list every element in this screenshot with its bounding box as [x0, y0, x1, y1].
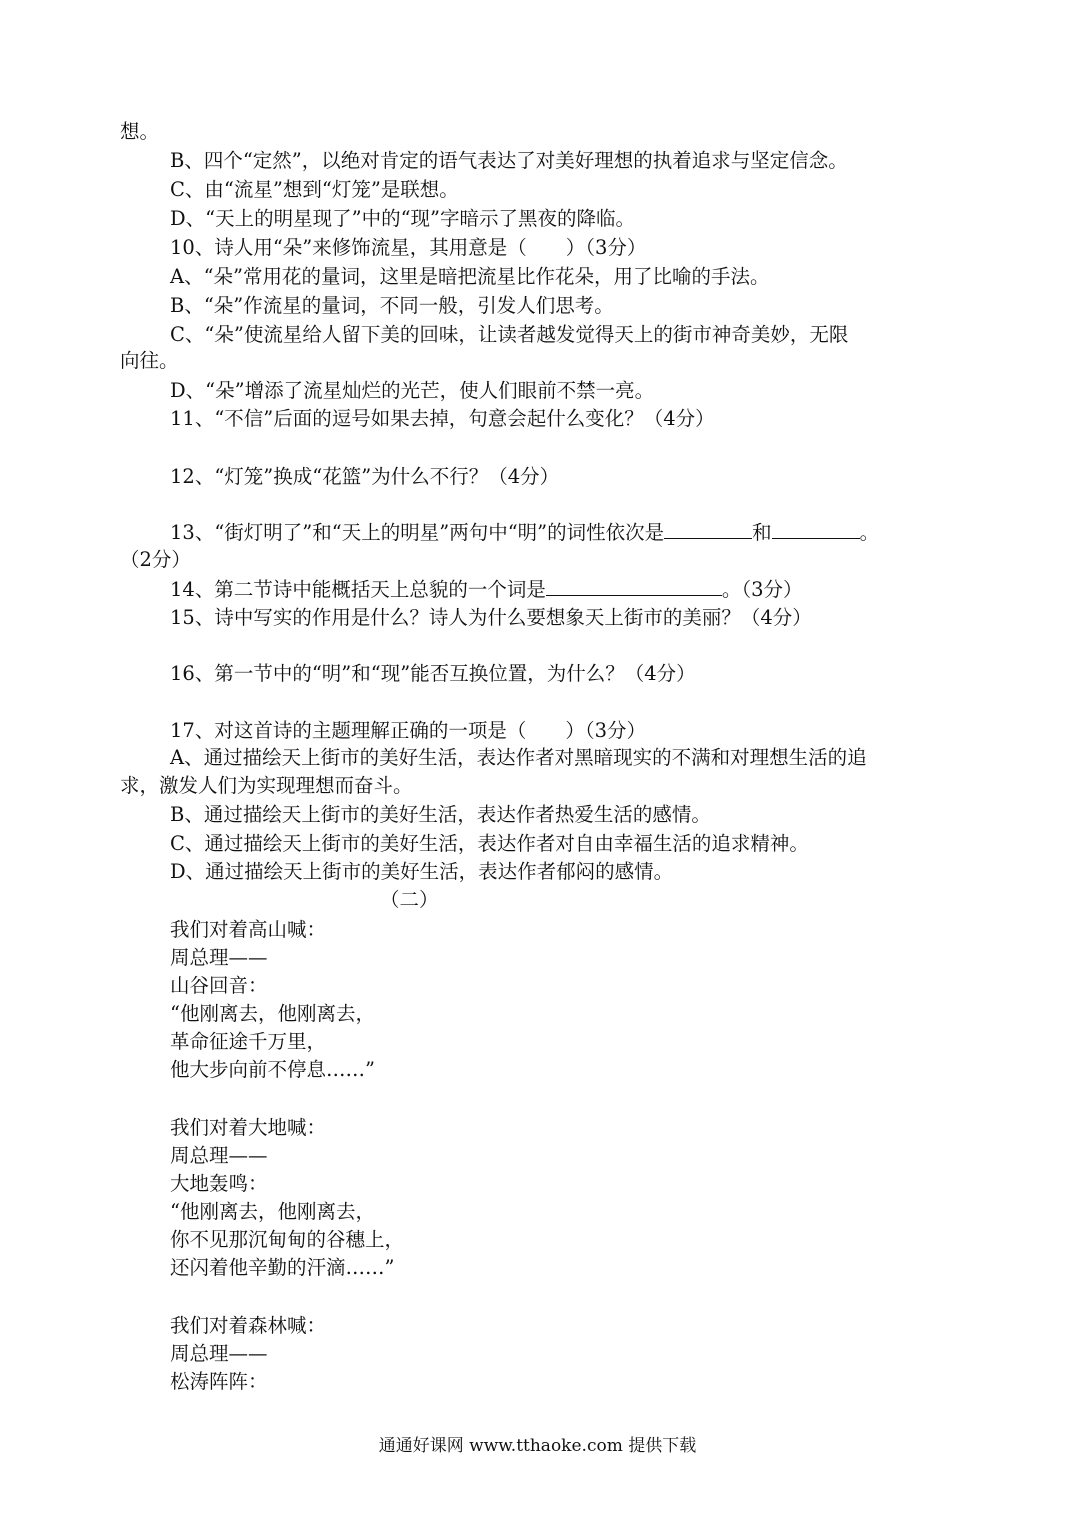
poem-line: 我们对着森林喊：	[170, 1314, 327, 1337]
option-b-q10: B、“朵”作流星的量词，不同一般，引发人们思考。	[170, 294, 614, 317]
section-heading: （二）	[380, 888, 439, 911]
poem-line: 我们对着大地喊：	[170, 1116, 327, 1139]
poem-line: 我们对着高山喊：	[170, 918, 327, 941]
option-d-q10: D、“朵”增添了流星灿烂的光芒，使人们眼前不禁一亮。	[170, 379, 655, 402]
poem-line: 周总理——	[170, 946, 268, 969]
option-a-q10: A、“朵”常用花的量词，这里是暗把流星比作花朵，用了比喻的手法。	[170, 265, 770, 288]
option-b-q17: B、通过描绘天上街市的美好生活，表达作者热爱生活的感情。	[170, 803, 711, 826]
poem-line: 你不见那沉甸甸的谷穗上，	[170, 1228, 405, 1251]
poem-line: “他刚离去，他刚离去，	[170, 1002, 375, 1025]
poem-line: 革命征途千万里，	[170, 1030, 327, 1053]
question-13-and: 和	[752, 521, 772, 544]
poem-line: 还闪着他辛勤的汗滴……”	[170, 1256, 395, 1279]
poem-line: 大地轰鸣：	[170, 1172, 268, 1195]
option-c-q17: C、通过描绘天上街市的美好生活，表达作者对自由幸福生活的追求精神。	[170, 832, 809, 855]
option-b-q9: B、四个“定然”，以绝对肯定的语气表达了对美好理想的执着追求与坚定信念。	[170, 149, 848, 172]
text-line: 向往。	[120, 349, 179, 372]
question-13-end: 。	[859, 521, 880, 544]
poem-line: “他刚离去，他刚离去，	[170, 1200, 375, 1223]
question-13	[170, 518, 879, 548]
poem-line: 山谷回音：	[170, 974, 268, 997]
option-d-q17: D、通过描绘天上街市的美好生活，表达作者郁闷的感情。	[170, 860, 674, 883]
question-13-text: 13、“街灯明了”和“天上的明星”两句中“明”的词性依次是	[170, 521, 665, 544]
text-line: 想。	[120, 120, 160, 143]
text-line: （2分）	[120, 548, 191, 571]
answer-blank[interactable]	[664, 518, 752, 539]
poem-line: 松涛阵阵：	[170, 1370, 268, 1393]
question-12: 12、“灯笼”换成“花篮”为什么不行？（4分）	[170, 465, 560, 488]
page-footer: 通通好课网 www.tthaoke.com 提供下载	[378, 1436, 697, 1456]
option-c-q10: C、“朵”使流星给人留下美的回味，让读者越发觉得天上的街市神奇美妙，无限	[170, 323, 849, 346]
poem-line: 周总理——	[170, 1342, 268, 1365]
question-10: 10、诗人用“朵”来修饰流星，其用意是（ ）（3分）	[170, 236, 647, 259]
question-17: 17、对这首诗的主题理解正确的一项是（ ）（3分）	[170, 719, 646, 742]
option-c-q9: C、由“流星”想到“灯笼”是联想。	[170, 178, 459, 201]
question-14-end: 。（3分）	[721, 578, 803, 601]
question-11: 11、“不信”后面的逗号如果去掉，句意会起什么变化？（4分）	[170, 407, 715, 430]
answer-blank[interactable]	[772, 518, 860, 539]
question-14	[170, 575, 803, 605]
poem-line: 他大步向前不停息……”	[170, 1058, 375, 1081]
answer-blank[interactable]	[546, 575, 722, 596]
question-14-text: 14、第二节诗中能概括天上总貌的一个词是	[170, 578, 546, 601]
option-d-q9: D、“天上的明星现了”中的“现”字暗示了黑夜的降临。	[170, 207, 636, 230]
question-15: 15、诗中写实的作用是什么？诗人为什么要想象天上街市的美丽？（4分）	[170, 606, 812, 629]
text-line: 求，激发人们为实现理想而奋斗。	[120, 774, 413, 797]
option-a-q17: A、通过描绘天上街市的美好生活，表达作者对黑暗现实的不满和对理想生活的追	[170, 746, 867, 769]
poem-line: 周总理——	[170, 1144, 268, 1167]
question-16: 16、第一节中的“明”和“现”能否互换位置，为什么？（4分）	[170, 662, 696, 685]
